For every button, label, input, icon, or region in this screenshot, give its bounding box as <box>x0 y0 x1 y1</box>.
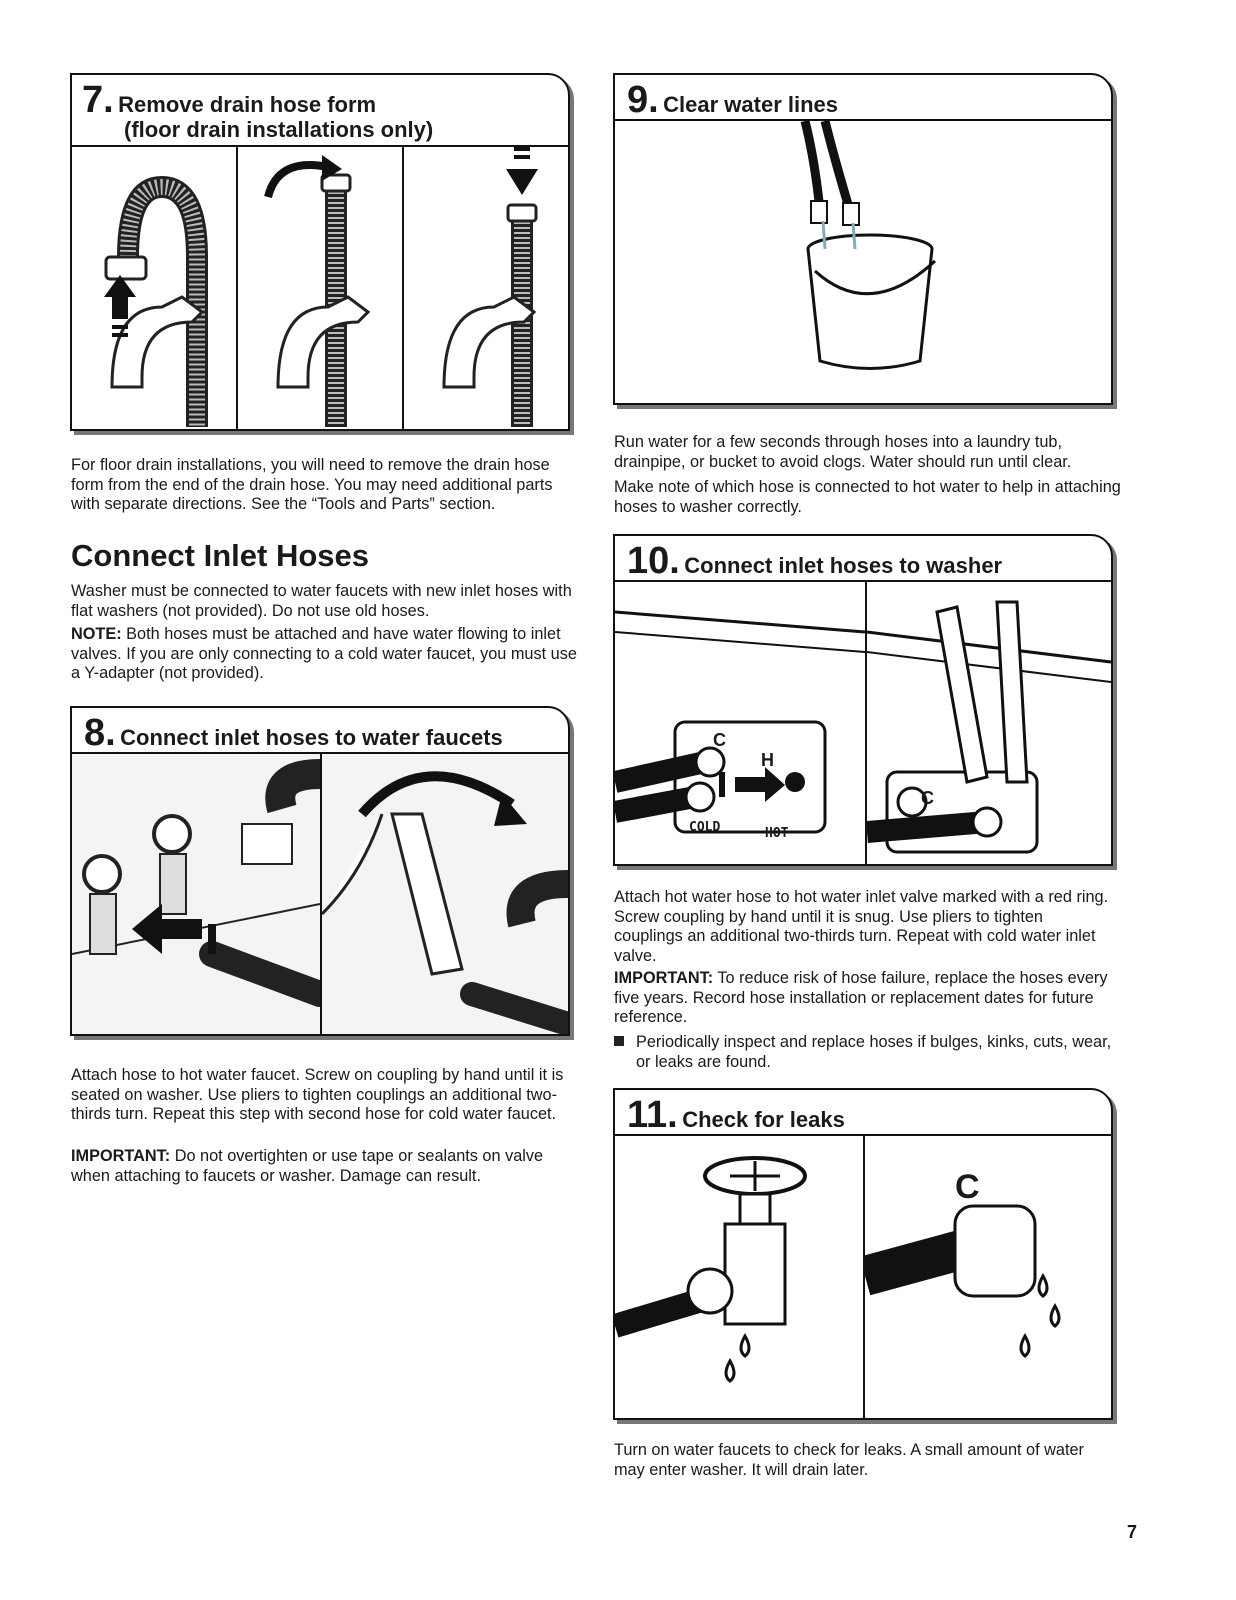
step9-box <box>613 73 1113 405</box>
section-intro: Washer must be connected to water faucets with new inlet hoses with flat washers (not provided). Do not use old hoses. <box>71 582 572 620</box>
step10-bullet-text: Periodically inspect and replace hoses if bulges, kinks, cuts, wear, or leaks are found. <box>636 1033 1112 1071</box>
drain-hose-form-illustration-3 <box>404 147 568 427</box>
page-number: 7 <box>1127 1522 1138 1542</box>
step11-box <box>613 1088 1113 1420</box>
note-text: Both hoses must be attached and have water flowing to inlet valves. If you are only connecting to a cold water faucet, you must use a Y-adapter (not provided). <box>71 625 577 682</box>
step9-header <box>627 81 838 119</box>
step9-title: Clear water lines <box>663 92 839 117</box>
step9-text2: Make note of which hose is connected to hot water to help in attaching hoses to washer correctly. <box>614 478 1121 516</box>
step10-important-text: To reduce risk of hose failure, replace the hoses every five years. Record hose installation or replacement dates for future reference. <box>614 969 1108 1026</box>
step10-text: Attach hot water hose to hot water inlet valve marked with a red ring. Screw coupling by hand until it is snug. Use pliers to tighten couplings an additional two-thirds turn. Repeat with cold water inlet valve. <box>614 888 1109 965</box>
label-c2: C <box>921 788 934 808</box>
step8-important-label: IMPORTANT: <box>71 1147 171 1165</box>
step11-title: Check for leaks <box>682 1107 845 1132</box>
step8-important <box>71 1147 581 1186</box>
faucet-hose-illustration-2 <box>322 754 568 1034</box>
step10-title: Connect inlet hoses to washer <box>684 553 1003 578</box>
step7-number: 7. <box>82 79 114 121</box>
step8-title: Connect inlet hoses to water faucets <box>120 725 503 750</box>
note-label: NOTE: <box>71 625 122 643</box>
step9-number: 9. <box>627 79 659 121</box>
step7-header <box>82 81 376 119</box>
label-h: H <box>761 750 774 770</box>
bucket-hoses-illustration <box>615 121 1111 401</box>
step11-number: 11. <box>627 1094 678 1136</box>
step7-text: For floor drain installations, you will need to remove the drain hose form from the end of the drain hose. You may need additional parts with separate directions. See the “Tools and Parts” section. <box>71 456 553 513</box>
drain-hose-form-illustration-1 <box>72 147 236 427</box>
label-hot: HOT <box>765 826 789 841</box>
step8-important-text: Do not overtighten or use tape or sealants on valve when attaching to faucets or washer. Damage can result. <box>71 1147 544 1185</box>
washer-inlet-illustration-2 <box>867 582 1111 862</box>
step10-bullet <box>614 1033 1124 1072</box>
step10-important <box>614 969 1124 1028</box>
step11-illustrations <box>615 1136 1111 1418</box>
label-c3: C <box>955 1168 980 1206</box>
section-heading: Connect Inlet Hoses <box>71 538 369 573</box>
step8-text: Attach hose to hot water faucet. Screw on coupling by hand until it is seated on washer. Use pliers to tighten couplings an additional two-thirds turn. Repeat this step with second hose for cold water faucet. <box>71 1066 564 1123</box>
washer-inlet-illustration-1 <box>615 582 865 862</box>
section-note <box>71 625 581 684</box>
step10-number: 10. <box>627 540 680 582</box>
label-c: C <box>713 730 726 750</box>
step7-illustrations <box>72 147 568 429</box>
step9-text1: Run water for a few seconds through hoses into a laundry tub, drainpipe, or bucket to avoid clogs. Water should run until clear. <box>614 433 1072 471</box>
bullet-square-icon <box>614 1036 624 1046</box>
label-cold: COLD <box>689 820 721 835</box>
step8-header <box>84 714 503 752</box>
step7-box <box>70 73 570 431</box>
step10-header <box>627 542 1002 580</box>
faucet-hose-illustration-1 <box>72 754 320 1034</box>
faucet-leak-illustration <box>615 1136 863 1416</box>
step10-box <box>613 534 1113 866</box>
step8-illustrations <box>72 754 568 1034</box>
step7-title-line2: (floor drain installations only) <box>124 117 434 142</box>
step10-illustrations <box>615 582 1111 864</box>
drain-hose-form-illustration-2 <box>238 147 402 427</box>
step11-text: Turn on water faucets to check for leaks. A small amount of water may enter washer. It will drain later. <box>614 1441 1084 1479</box>
step8-number: 8. <box>84 712 116 754</box>
step8-box <box>70 706 570 1036</box>
washer-inlet-leak-illustration <box>865 1136 1111 1416</box>
step10-important-label: IMPORTANT: <box>614 969 714 987</box>
step7-title-line1: Remove drain hose form <box>118 92 377 117</box>
step11-header <box>627 1096 845 1134</box>
